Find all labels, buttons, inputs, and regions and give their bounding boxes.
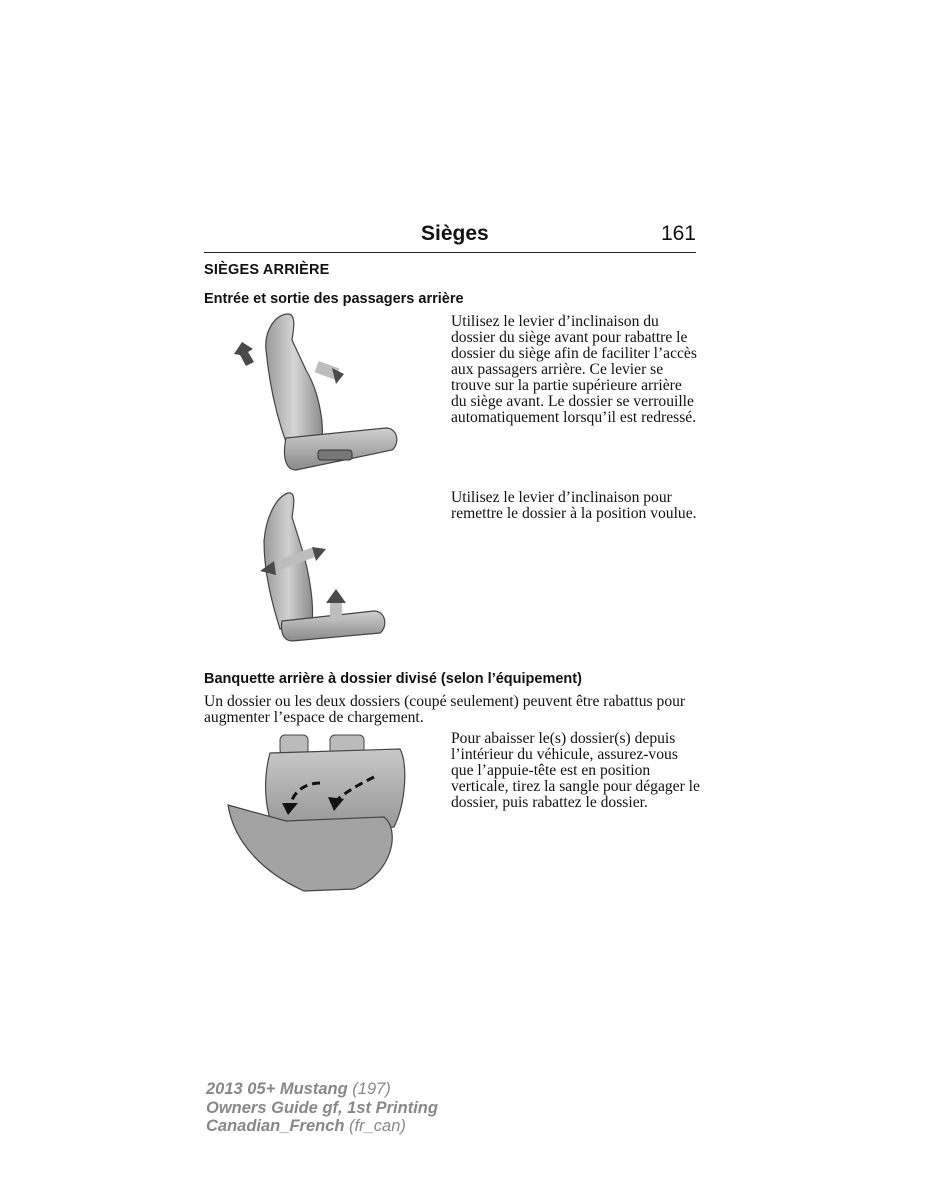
- footer-line-2: Owners Guide gf, 1st Printing: [206, 1098, 438, 1117]
- paragraph-recline-lever: Utilisez le levier d’inclinaison pour remettre le dossier à la position voulue.: [451, 489, 697, 522]
- page-number: 161: [660, 222, 696, 245]
- page-header: [204, 222, 696, 253]
- arrow-up-left-icon: [234, 342, 254, 366]
- seat-recline-illustration: [258, 491, 393, 643]
- paragraph-fold-instructions: Pour abaisser le(s) dossier(s) depuis l’intérieur du véhicule, assurez-vous que l’appuie-tête est en position verticale, tirez la sangle pour dégager le dossier, puis rabattez le dossier.: [451, 730, 700, 811]
- paragraph-split-bench-intro: Un dossier ou les deux dossiers (coupé seulement) peuvent être rabattus pour augmenter l’espace de chargement.: [204, 693, 686, 726]
- paragraph-tilt-lever: Utilisez le levier d’inclinaison du dossier du siège avant pour rabattre le dossier du siège afin de faciliter l’accès aux passagers arrière. Ce levier se trouve sur la partie supérieure arrière du siège avant. Le dossier se verrouille automatiquement lorsqu’il est redressé.: [451, 313, 697, 426]
- rear-bench-fold-illustration: [224, 733, 408, 893]
- footer: [206, 1080, 438, 1136]
- subsection-title-entry: Entrée et sortie des passagers arrière: [204, 291, 464, 307]
- subsection-title-split-bench: Banquette arrière à dossier divisé (selon l’équipement): [204, 671, 582, 687]
- chapter-title: Sièges: [421, 222, 489, 245]
- section-title: SIÈGES ARRIÈRE: [204, 262, 330, 278]
- footer-line-3: Canadian_French (fr_can): [206, 1117, 406, 1135]
- footer-line-1: 2013 05+ Mustang (197): [206, 1080, 391, 1098]
- arrow-down-right-icon: [315, 361, 344, 384]
- seat-tilt-forward-illustration: [226, 310, 401, 476]
